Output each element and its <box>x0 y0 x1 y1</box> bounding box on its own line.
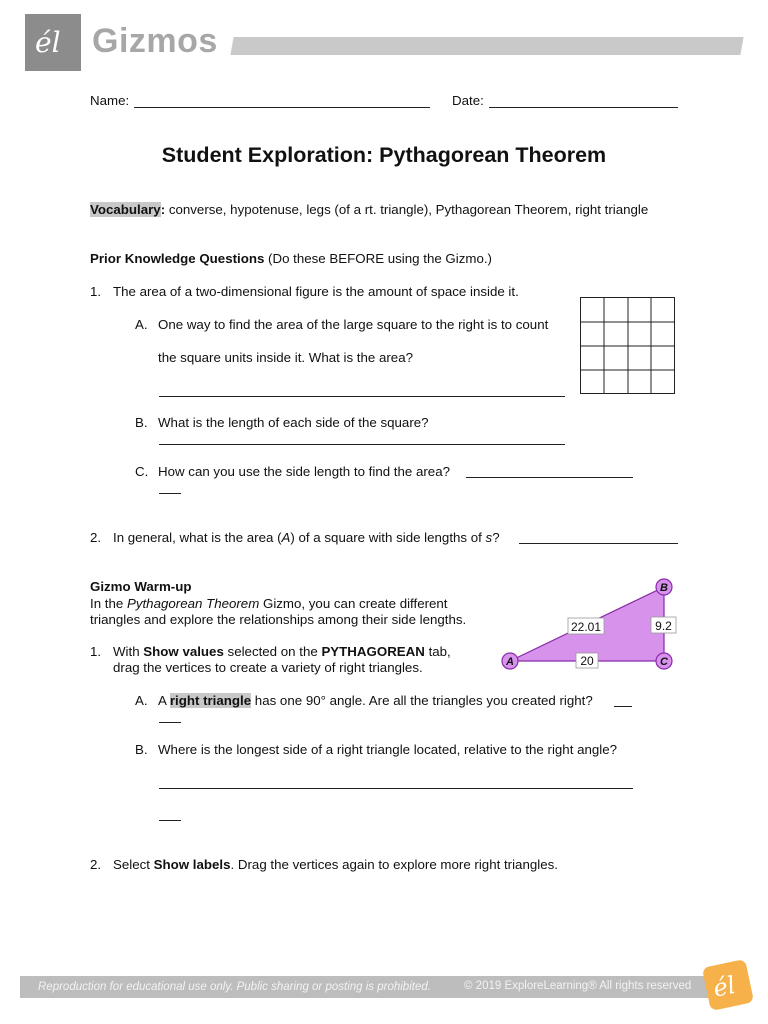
footer-copyright: © 2019 ExploreLearning® All rights reserved <box>464 980 692 992</box>
q1c-answer-line-cont[interactable] <box>159 493 181 494</box>
prior-heading-note: (Do these BEFORE using the Gizmo.) <box>264 251 492 266</box>
q2-var-a: A <box>281 530 291 545</box>
warmup-q2-number: 2. <box>90 857 102 872</box>
q1a-text-2: the square units inside it. What is the area? <box>158 350 413 365</box>
q1-text: The area of a two-dimensional figure is the amount of space inside it. <box>113 284 519 299</box>
warmup-q1a-pre: A <box>158 693 170 708</box>
q1b-letter: B. <box>135 415 148 430</box>
warmup-q1b-answer-line[interactable] <box>159 788 633 789</box>
explorelearning-logo-icon <box>25 14 81 71</box>
warmup-q2-t1: Select <box>113 857 154 872</box>
q1a-text-1: One way to find the area of the large square to the right is to count <box>158 317 549 332</box>
date-label: Date: <box>452 93 484 108</box>
warmup-q1a-highlight: right triangle <box>169 693 252 708</box>
vertex-b-label: B <box>660 582 668 594</box>
name-label: Name: <box>90 93 130 108</box>
q1-number: 1. <box>90 284 102 299</box>
warmup-q2-b1: Show labels <box>153 857 231 872</box>
hypotenuse-label: 22.01 <box>570 620 602 634</box>
warmup-q1-number: 1. <box>90 644 102 659</box>
q2-var-s: s <box>485 530 493 545</box>
vocabulary-terms: converse, hypotenuse, legs (of a rt. triangle), Pythagorean Theorem, right triangle <box>165 202 649 217</box>
warmup-heading: Gizmo Warm-up <box>90 579 192 594</box>
right-triangle-figure <box>498 576 680 672</box>
warmup-q1-b2: PYTHAGOREAN <box>321 644 425 659</box>
grid-square-figure <box>580 297 675 394</box>
q1b-text: What is the length of each side of the square? <box>158 415 429 430</box>
q1c-letter: C. <box>135 464 149 479</box>
q1a-letter: A. <box>135 317 148 332</box>
q2-text-2: ) of a square with side lengths of <box>290 530 486 545</box>
svg-text:él: él <box>35 26 61 59</box>
explorelearning-footer-logo-icon <box>702 959 754 1011</box>
vocabulary-colon: : <box>160 202 166 217</box>
svg-text:él: él <box>710 970 738 1003</box>
warmup-q1a-post: has one 90° angle. Are all the triangles you created right? <box>251 693 593 708</box>
q1b-answer-line[interactable] <box>159 444 565 445</box>
vertex-a-label: A <box>506 656 514 668</box>
warmup-intro-italic: Pythagorean Theorem <box>126 596 260 611</box>
q1c-answer-line[interactable] <box>466 477 633 478</box>
warmup-q1-line-1 <box>113 644 451 659</box>
q2-text-3: ? <box>492 530 500 545</box>
q1a-answer-line[interactable] <box>159 396 565 397</box>
q2-text-1: In general, what is the area ( <box>113 530 282 545</box>
warmup-q2-text <box>113 857 558 872</box>
vertex-c-label: C <box>660 656 668 668</box>
q2-answer-line[interactable] <box>519 543 678 544</box>
header-bar <box>230 37 743 55</box>
warmup-q1b-text: Where is the longest side of a right triangle located, relative to the right angle? <box>158 742 618 757</box>
vocabulary-line <box>90 202 648 217</box>
date-field[interactable] <box>489 107 678 108</box>
vertical-leg-label: 9.2 <box>655 619 672 633</box>
warmup-q1a-answer-line-cont[interactable] <box>159 722 181 723</box>
warmup-q1b-answer-line-cont[interactable] <box>159 820 181 821</box>
warmup-intro-2: triangles and explore the relationships among their side lengths. <box>90 612 467 627</box>
footer-reproduction-notice: Reproduction for educational use only. Public sharing or posting is prohibited. <box>38 981 431 993</box>
warmup-q1-t1: With <box>113 644 144 659</box>
warmup-q1-t3: tab, <box>424 644 451 659</box>
warmup-q1-t2: selected on the <box>223 644 322 659</box>
prior-heading-text: Prior Knowledge Questions <box>90 251 265 266</box>
vocabulary-label: Vocabulary <box>90 202 161 217</box>
q2-number: 2. <box>90 530 102 545</box>
q1c-text: How can you use the side length to find the area? <box>158 464 450 479</box>
brand-name: Gizmos <box>92 22 218 60</box>
base-label: 20 <box>580 654 594 668</box>
warmup-intro-text-1: In the <box>90 596 127 611</box>
warmup-q1-b1: Show values <box>143 644 224 659</box>
warmup-q1-line-2: drag the vertices to create a variety of right triangles. <box>113 660 423 675</box>
warmup-q1a-answer-line[interactable] <box>614 706 632 707</box>
warmup-q1a-text <box>158 693 593 708</box>
warmup-intro-1 <box>90 596 448 611</box>
warmup-q1b-letter: B. <box>135 742 148 757</box>
warmup-intro-text-2: Gizmo, you can create different <box>259 596 448 611</box>
warmup-q2-t2: . Drag the vertices again to explore more right triangles. <box>230 857 558 872</box>
warmup-q1a-letter: A. <box>135 693 148 708</box>
page-title: Student Exploration: Pythagorean Theorem <box>161 143 607 167</box>
q2-text <box>113 530 500 545</box>
name-field[interactable] <box>134 107 430 108</box>
prior-knowledge-heading <box>90 251 492 266</box>
